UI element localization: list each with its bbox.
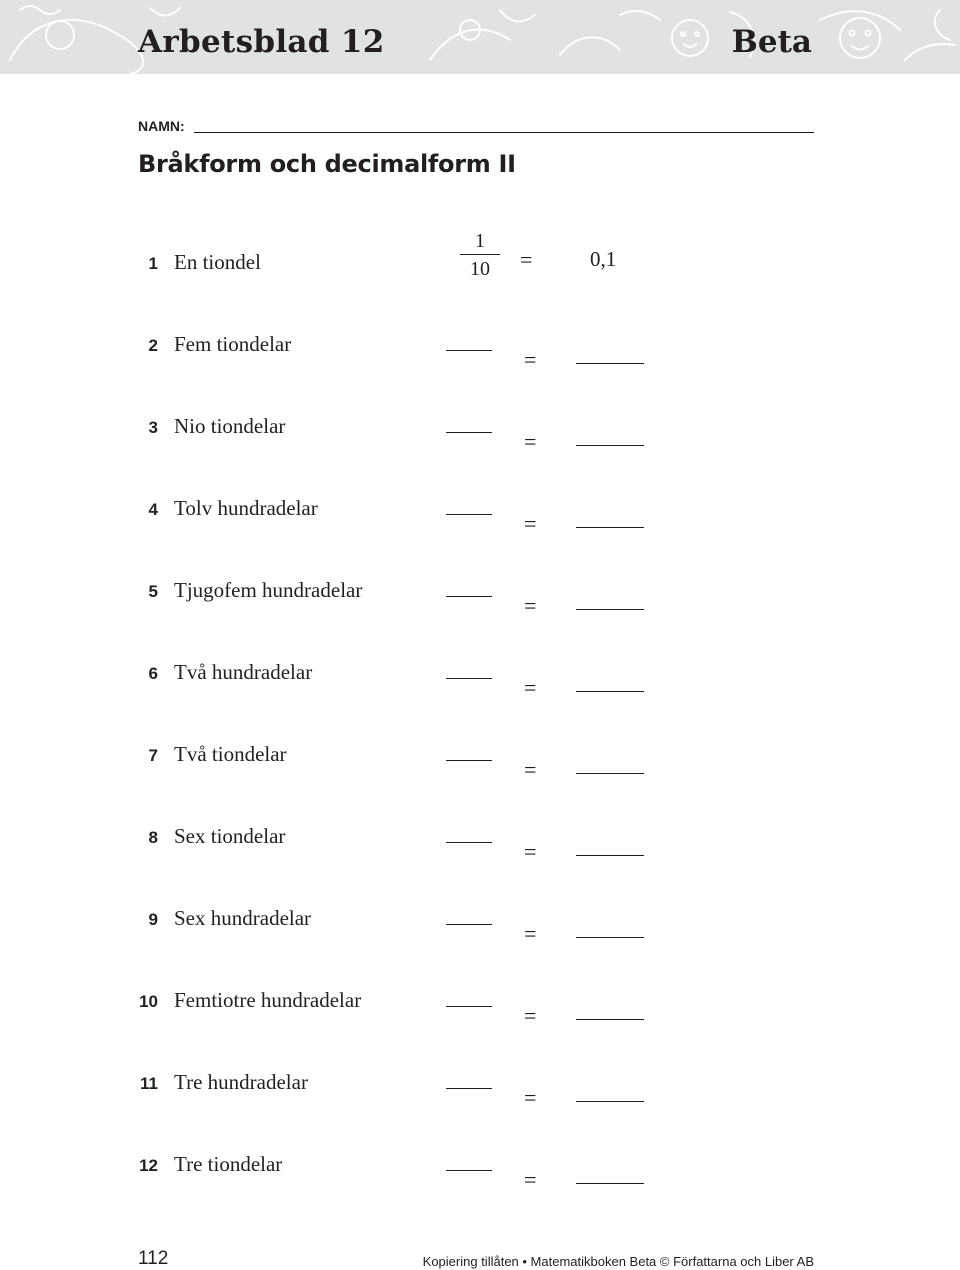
book-brand: Beta	[731, 24, 812, 60]
name-input-line[interactable]	[194, 132, 814, 133]
equals-sign: =	[524, 593, 537, 618]
decimal-answer-blank[interactable]	[576, 609, 644, 610]
exercise-row	[0, 1063, 960, 1123]
header-band	[0, 0, 960, 74]
fraction-answer-blank[interactable]	[446, 1006, 492, 1007]
exercise-row	[0, 653, 960, 713]
exercise-row	[0, 407, 960, 467]
decimal-answer-blank[interactable]	[576, 1101, 644, 1102]
exercise-text: Tolv hundradelar	[174, 496, 318, 520]
fraction-answer-blank[interactable]	[446, 842, 492, 843]
equals-sign: =	[524, 429, 537, 454]
exercise-text: Sex hundradelar	[174, 906, 312, 930]
exercise-text: Sex tiondelar	[174, 824, 286, 848]
decimal-answer-blank[interactable]	[576, 773, 644, 774]
exercise-number: 7	[148, 746, 158, 765]
exercise-number: 11	[140, 1074, 158, 1093]
exercise-number: 12	[139, 1156, 158, 1175]
equals-sign: =	[524, 1167, 537, 1192]
decimal-answer-blank[interactable]	[576, 1019, 644, 1020]
example-fraction	[460, 230, 500, 280]
decimal-answer-blank[interactable]	[576, 1183, 644, 1184]
name-label: NAMN:	[138, 118, 185, 134]
equals-sign: =	[524, 1003, 537, 1028]
page-title: Bråkform och decimalform II	[138, 150, 516, 178]
exercise-row	[0, 571, 960, 631]
exercise-text: Tre tiondelar	[174, 1152, 283, 1176]
exercise-text: En tiondel	[174, 250, 261, 274]
decimal-answer-blank[interactable]	[576, 363, 644, 364]
equals-sign: =	[520, 247, 533, 272]
exercise-text: Två tiondelar	[174, 742, 287, 766]
exercise-number: 9	[148, 910, 158, 929]
fraction-bar	[460, 254, 500, 255]
copyright-notice: Kopiering tillåten • Matematikboken Beta © Författarna och Liber AB	[422, 1254, 814, 1269]
fraction-answer-blank[interactable]	[446, 1170, 492, 1171]
example-row	[0, 230, 960, 303]
fraction-answer-blank[interactable]	[446, 924, 492, 925]
exercise-text: Fem tiondelar	[174, 332, 292, 356]
exercise-text: Nio tiondelar	[174, 414, 286, 438]
decimal-answer-blank[interactable]	[576, 445, 644, 446]
exercise-text: Tre hundradelar	[174, 1070, 308, 1094]
exercise-text: Två hundradelar	[174, 660, 313, 684]
equals-sign: =	[524, 347, 537, 372]
exercise-row	[0, 325, 960, 385]
decimal-answer-blank[interactable]	[576, 855, 644, 856]
fraction-answer-blank[interactable]	[446, 350, 492, 351]
exercise-row	[0, 735, 960, 795]
exercise-row	[0, 899, 960, 959]
exercise-number: 6	[148, 664, 158, 683]
exercise-number: 10	[139, 992, 158, 1011]
fraction-answer-blank[interactable]	[446, 760, 492, 761]
equals-sign: =	[524, 921, 537, 946]
exercise-text: Tjugofem hundradelar	[174, 578, 363, 602]
page-number: 112	[138, 1248, 169, 1269]
exercise-number: 2	[148, 336, 158, 355]
equals-sign: =	[524, 757, 537, 782]
exercise-number: 8	[148, 828, 158, 847]
fraction-answer-blank[interactable]	[446, 678, 492, 679]
fraction-answer-blank[interactable]	[446, 596, 492, 597]
exercise-number: 1	[148, 254, 158, 273]
decimal-answer-blank[interactable]	[576, 691, 644, 692]
fraction-answer-blank[interactable]	[446, 432, 492, 433]
fraction-answer-blank[interactable]	[446, 514, 492, 515]
fraction-numerator: 1	[475, 230, 485, 252]
exercise-number: 4	[148, 500, 158, 519]
example-decimal: 0,1	[590, 247, 617, 271]
exercise-number: 5	[148, 582, 158, 601]
exercise-row	[0, 1145, 960, 1205]
equals-sign: =	[524, 511, 537, 536]
exercise-number: 3	[148, 418, 158, 437]
equals-sign: =	[524, 1085, 537, 1110]
decimal-answer-blank[interactable]	[576, 527, 644, 528]
fraction-answer-blank[interactable]	[446, 1088, 492, 1089]
worksheet-number-title: Arbetsblad 12	[138, 24, 385, 60]
exercise-row	[0, 817, 960, 877]
equals-sign: =	[524, 839, 537, 864]
decimal-answer-blank[interactable]	[576, 937, 644, 938]
fraction-denominator: 10	[470, 258, 490, 280]
name-field-row	[138, 118, 814, 138]
exercise-row	[0, 489, 960, 549]
exercise-row	[0, 981, 960, 1041]
equals-sign: =	[524, 675, 537, 700]
exercise-text: Femtiotre hundradelar	[174, 988, 362, 1012]
